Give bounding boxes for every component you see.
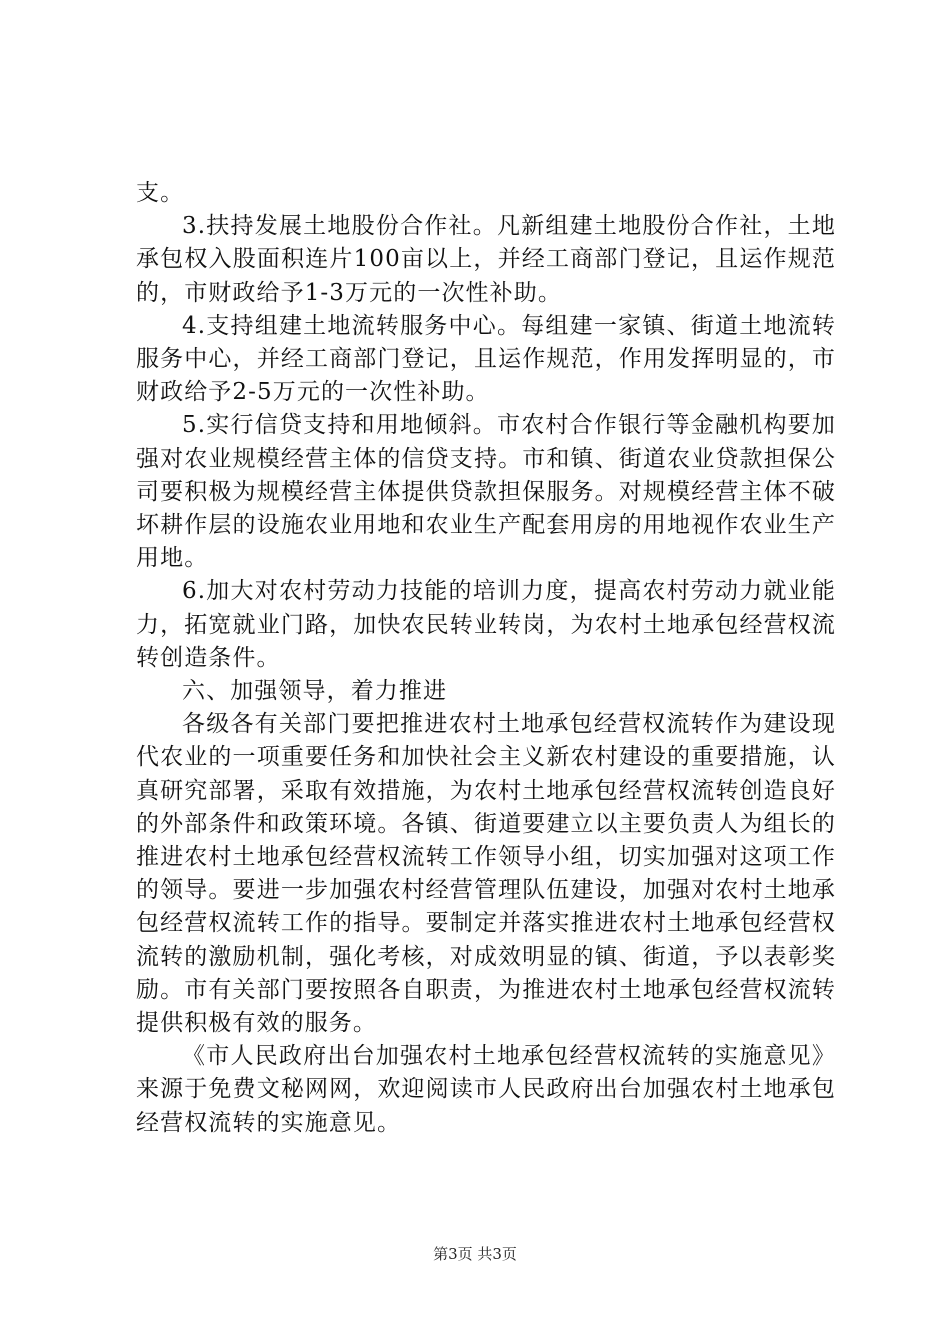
paragraph-source-note: 《市人民政府出台加强农村土地承包经营权流转的实施意见》来源于免费文秘网网，欢迎阅读市人民政府出台加强农村土地承包经营权流转的实施意见。: [136, 1043, 836, 1136]
paragraph-continuation: 支。: [136, 180, 185, 206]
paragraph-section-body: 各级各有关部门要把推进农村土地承包经营权流转作为建设现代农业的一项重要任务和加快社会主义新农村建设的重要措施，认真研究部署，采取有效措施，为农村土地承包经营权流转创造良好的外部条件和政策环境。各镇、街道要建立以主要负责人为组长的推进农村土地承包经营权流转工作领导小组，切实加强对这项工作的领导。要进一步加强农村经营管理队伍建设，加强对农村土地承包经营权流转工作的指导。要制定并落实推进农村土地承包经营权流转的激励机制，强化考核，对成效明显的镇、街道，予以表彰奖励。市有关部门要按照各自职责，为推进农村土地承包经营权流转提供积极有效的服务。: [136, 711, 836, 1037]
section-heading: 六、加强领导，着力推进: [182, 678, 448, 705]
document-body: [136, 177, 836, 1140]
page-footer: 第3页 共3页: [433, 1245, 517, 1263]
paragraph-item-3: 3.扶持发展土地股份合作社。凡新组建土地股份合作社，土地承包权入股面积连片100亩以上，并经工商部门登记，且运作规范的，市财政给予1-3万元的一次性补助。: [136, 213, 836, 306]
paragraph-item-4: 4.支持组建土地流转服务中心。每组建一家镇、街道土地流转服务中心，并经工商部门登记，且运作规范，作用发挥明显的，市财政给予2-5万元的一次性补助。: [136, 312, 836, 406]
paragraph-item-6: 6.加大对农村劳动力技能的培训力度，提高农村劳动力就业能力，拓宽就业门路，加快农民转业转岗，为农村土地承包经营权流转创造条件。: [136, 578, 836, 671]
paragraph-item-5: 5.实行信贷支持和用地倾斜。市农村合作银行等金融机构要加强对农业规模经营主体的信贷支持。市和镇、街道农业贷款担保公司要积极为规模经营主体提供贷款担保服务。对规模经营主体不破坏耕作层的设施农业用地和农业生产配套用房的用地视作农业生产用地。: [136, 412, 836, 572]
